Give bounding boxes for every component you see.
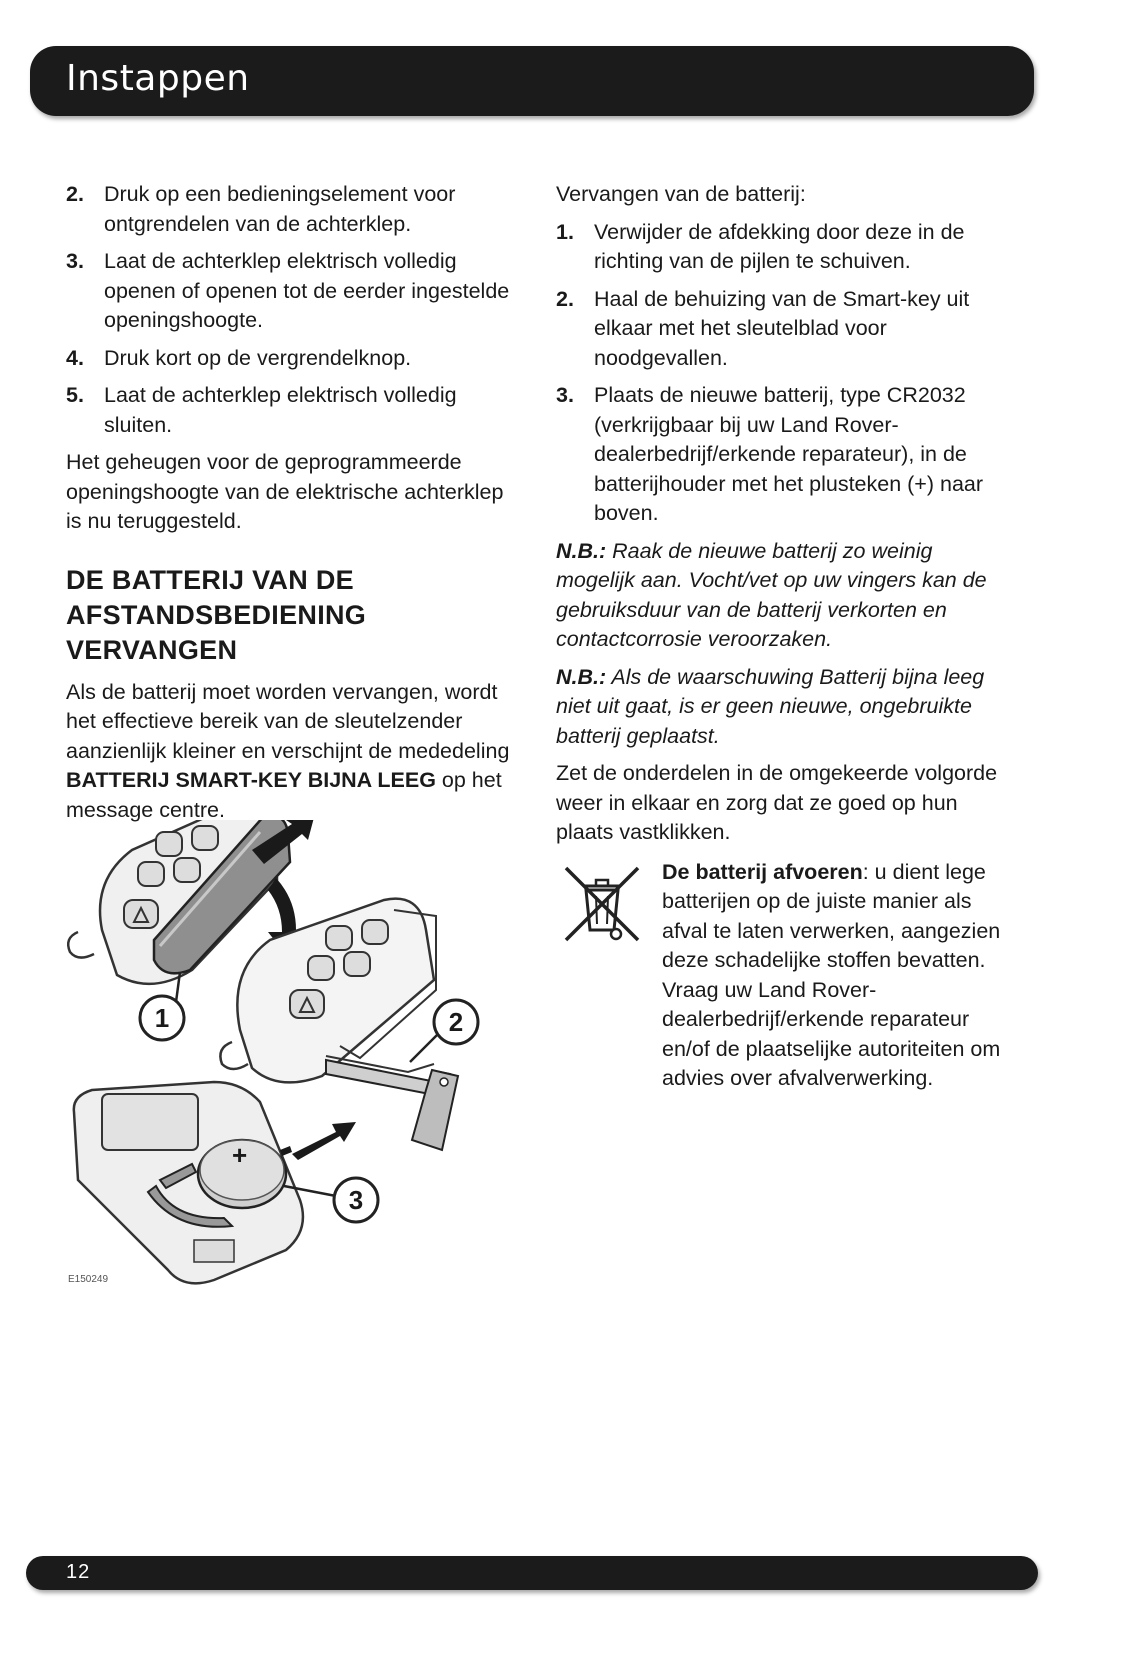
step-number: 4.: [66, 345, 84, 370]
step-text: Plaats de nieuwe batterij, type CR2032 (verkrijgbaar bij uw Land Rover-dealerbedrijf/erkende reparateur), in de batterijhouder met het plusteken (+) naar boven.: [594, 383, 984, 525]
figure-code: E150249: [68, 1274, 109, 1285]
tailgate-steps: [66, 180, 516, 440]
note-text: Als de waarschuwing Batterij bijna leeg niet uit gaat, is er geen nieuwe, ongebruikte batterij geplaatst.: [556, 664, 985, 748]
list-item: [556, 285, 1011, 374]
battery-plus-icon: +: [232, 1140, 248, 1170]
key-fob-housing: [220, 899, 436, 1083]
callout-label-1: 1: [154, 1003, 170, 1033]
arrow-icon: [280, 1122, 356, 1160]
step-text: Druk kort op de vergrendelknop.: [104, 345, 412, 370]
right-column: [556, 180, 1011, 1094]
step-number: 5.: [66, 383, 84, 407]
page-number: 12: [66, 1561, 91, 1583]
list-item: [66, 180, 516, 239]
note-handling: [556, 537, 1011, 655]
list-item: [66, 344, 516, 374]
replacement-intro: Vervangen van de batterij:: [556, 182, 806, 206]
disposal-text: : u dient lege batterijen op de juiste manier als afval te laten verwerken, aangezien deze schadelijke stoffen bevatten. Vraag uw Land Rover-dealerbedrijf/erkende reparateur en/of de plaatselijke autoriteiten om advies over afvalverwerking.: [662, 859, 1001, 1090]
list-item: [556, 381, 1011, 529]
disposal-section: [556, 858, 1011, 1094]
key-battery-illustration: [64, 820, 524, 1360]
list-item: [556, 218, 1011, 277]
step-number: 2.: [66, 182, 84, 206]
disposal-title: De batterij afvoeren: [662, 859, 863, 884]
note-warning: [556, 663, 1011, 752]
intro-text: Als de batterij moet worden vervangen, wordt het effectieve bereik van de sleutelzender aanzienlijk kleiner en verschijnt de mededeling: [66, 679, 510, 763]
list-item: [66, 381, 516, 440]
step-text: Laat de achterklep elektrisch volledig openen of openen tot de eerder ingestelde openingshoogte.: [104, 249, 510, 332]
section-heading: DE BATTERIJ VAN DE AFSTANDSBEDIENING VERVANGEN: [66, 564, 367, 665]
note-label: N.B.:: [556, 664, 607, 689]
note-text: Raak de nieuwe batterij zo weinig mogelijk aan. Vocht/vet op uw vingers kan de gebruiksduur van de batterij verkorten en contactcorrosie veroorzaken.: [556, 538, 987, 651]
callout-label-3: 3: [348, 1185, 364, 1215]
callout-label-2: 2: [448, 1007, 464, 1037]
step-number: 1.: [556, 219, 574, 244]
page-title: Instappen: [66, 58, 250, 99]
battery-intro: [66, 678, 516, 826]
message-centre-warning: BATTERIJ SMART-KEY BIJNA LEEG: [66, 768, 436, 792]
callout-2: [410, 1000, 478, 1062]
coin-battery: [198, 1140, 286, 1208]
list-item: [66, 247, 516, 336]
intro-text-end: op het message centre.: [66, 768, 502, 822]
battery-steps: [556, 218, 1011, 529]
note-label: N.B.:: [556, 538, 607, 563]
illustration-svg: [64, 820, 524, 1360]
step-number: 3.: [556, 383, 574, 407]
reset-note: Het geheugen voor de geprogrammeerde openingshoogte van de elektrische achterklep is nu teruggesteld.: [66, 450, 504, 533]
header-bar: [30, 46, 1034, 116]
step-text: Druk op een bedieningselement voor ontgrendelen van de achterklep.: [104, 182, 456, 236]
crossed-bin-icon: [558, 860, 646, 948]
step-text: Laat de achterklep elektrisch volledig sluiten.: [104, 383, 457, 437]
step-text: Haal de behuizing van de Smart-key uit elkaar met het sleutelblad voor noodgevallen.: [594, 286, 970, 370]
reassembly-text: Zet de onderdelen in de omgekeerde volgorde weer in elkaar en zorg dat ze goed op hun plaats vastklikken.: [556, 761, 998, 844]
step-number: 3.: [66, 249, 84, 273]
step-text: Verwijder de afdekking door deze in de richting van de pijlen te schuiven.: [594, 219, 965, 273]
left-column: [66, 180, 516, 833]
footer-bar: [26, 1556, 1038, 1590]
step-number: 2.: [556, 286, 574, 311]
